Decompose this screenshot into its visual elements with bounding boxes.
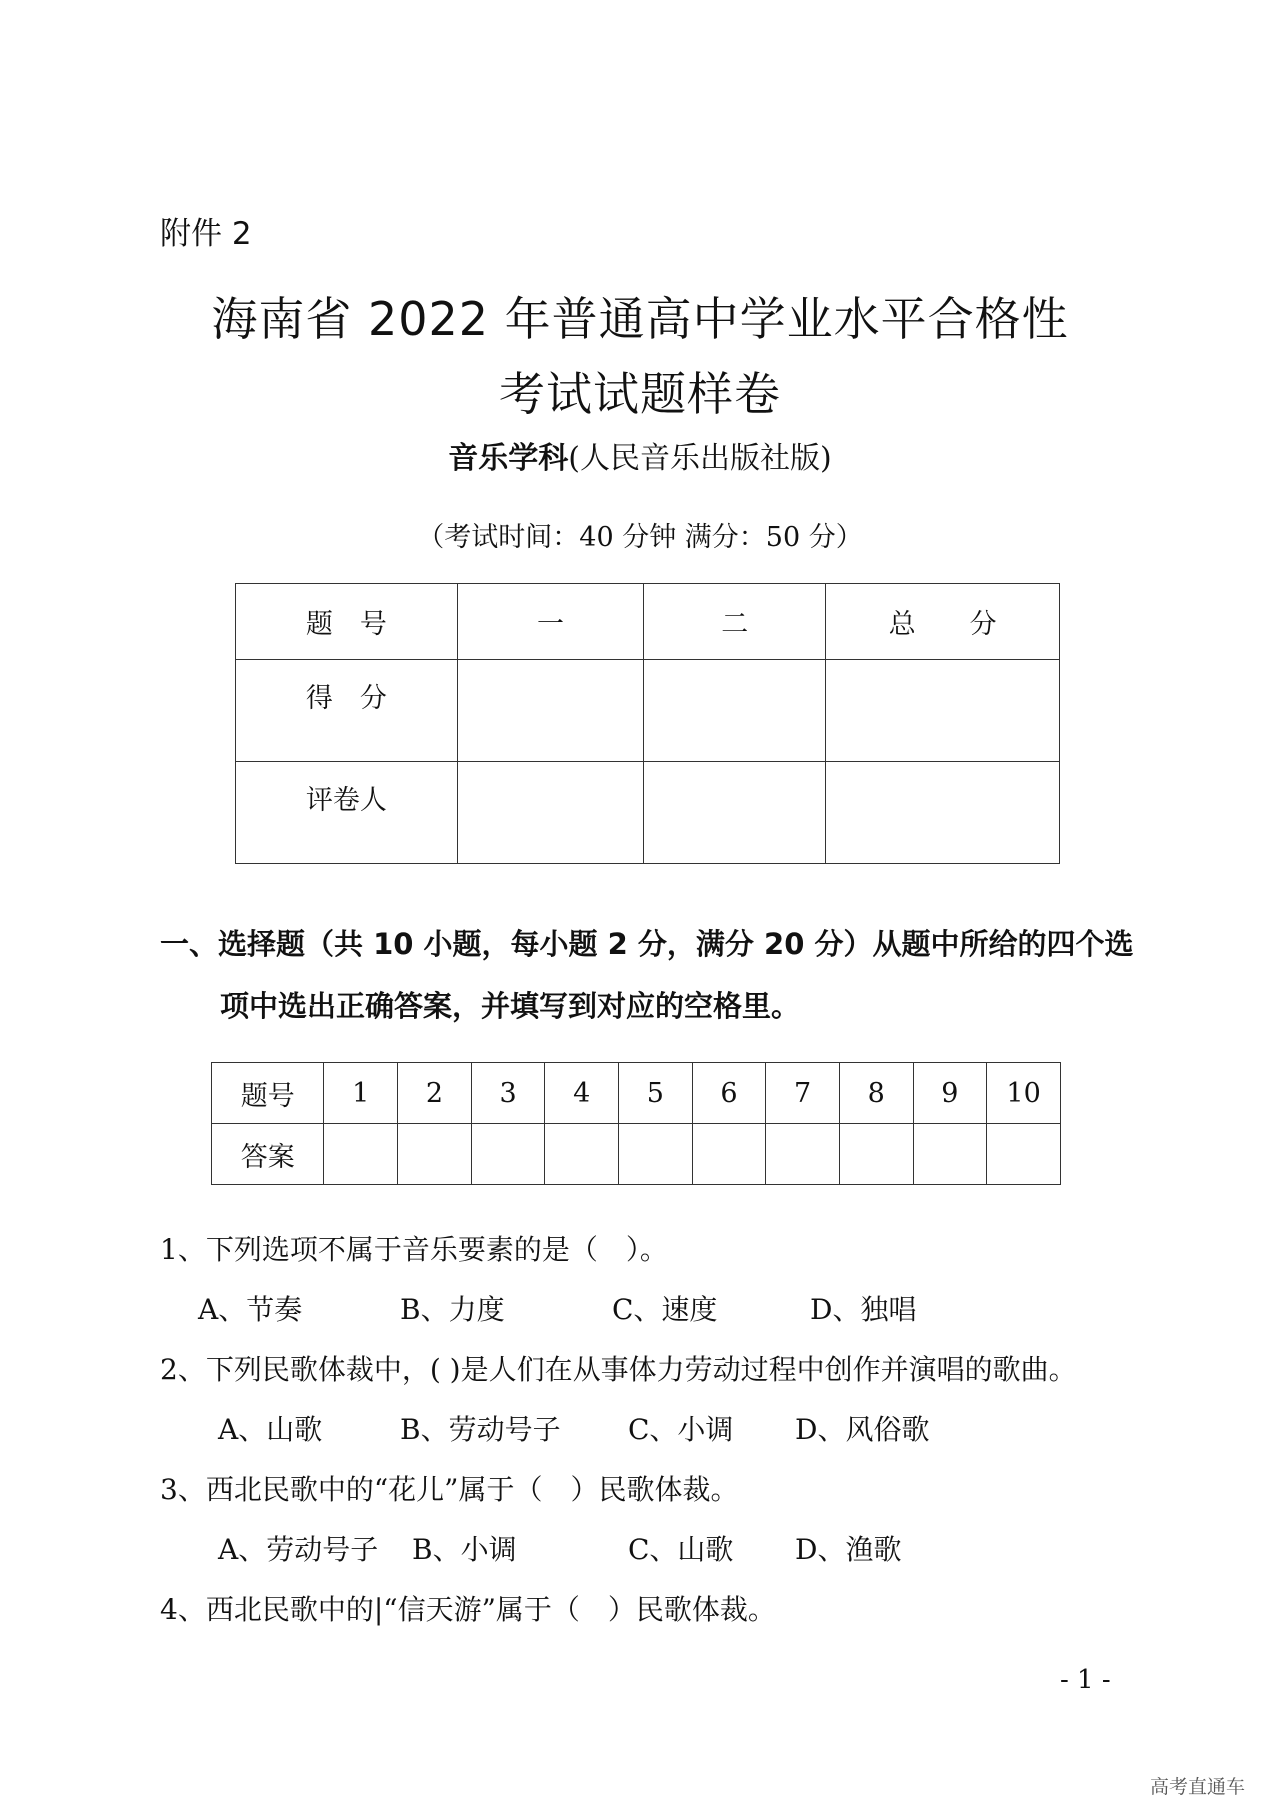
q3-option-d: D、渔歌 — [795, 1533, 902, 1566]
q3-option-a: A、劳动号子 — [218, 1533, 379, 1566]
score-table-row-grader — [236, 762, 1060, 864]
page-number: - 1 - — [1060, 1665, 1111, 1695]
score-row-label: 得 分 — [236, 660, 458, 762]
score-header-cell: 二 — [644, 584, 826, 660]
score-table-header-row — [236, 584, 1060, 660]
q2-option-c: C、小调 — [628, 1413, 734, 1446]
question-2: 2、下列民歌体裁中，( )是人们在从事体力劳动过程中创作并演唱的歌曲。 — [160, 1353, 1077, 1386]
question-4: 4、西北民歌中的|“信天游”属于（ ）民歌体裁。 — [160, 1593, 776, 1626]
subject-name: 音乐学科 — [448, 441, 569, 476]
answer-row-label: 答案 — [212, 1124, 324, 1185]
answer-table-number-row — [212, 1063, 1061, 1124]
grader-cell[interactable] — [644, 762, 826, 864]
q1-option-d: D、独唱 — [810, 1293, 917, 1326]
q2-option-d: D、风俗歌 — [795, 1413, 930, 1446]
answer-cell[interactable] — [766, 1124, 840, 1185]
grader-cell[interactable] — [826, 762, 1060, 864]
section1-heading-line1: 一、选择题（共 10 小题，每小题 2 分，满分 20 分）从题中所给的四个选 — [160, 927, 1134, 961]
q2-option-b: B、劳动号子 — [400, 1413, 561, 1446]
grader-cell[interactable] — [457, 762, 644, 864]
page-title-line1: 海南省 2022 年普通高中学业水平合格性 — [211, 292, 1069, 346]
question-number-cell: 10 — [987, 1063, 1061, 1124]
score-table — [235, 583, 1060, 864]
question-number-cell: 6 — [692, 1063, 766, 1124]
exam-info: （考试时间：40 分钟 满分：50 分） — [417, 522, 863, 553]
answer-row-label: 题号 — [212, 1063, 324, 1124]
q1-option-a: A、节奏 — [198, 1293, 303, 1326]
answer-cell[interactable] — [545, 1124, 619, 1185]
answer-cell[interactable] — [913, 1124, 987, 1185]
answer-table-answer-row — [212, 1124, 1061, 1185]
score-header-cell: 一 — [457, 584, 644, 660]
q3-option-b: B、小调 — [412, 1533, 517, 1566]
q1-option-b: B、力度 — [400, 1293, 505, 1326]
answer-cell[interactable] — [398, 1124, 472, 1185]
answer-cell[interactable] — [987, 1124, 1061, 1185]
attachment-label: 附件 2 — [160, 216, 252, 252]
answer-cell[interactable] — [324, 1124, 398, 1185]
question-number-cell: 5 — [619, 1063, 693, 1124]
q1-option-c: C、速度 — [612, 1293, 718, 1326]
score-header-cell: 题 号 — [236, 584, 458, 660]
question-number-cell: 4 — [545, 1063, 619, 1124]
score-row-label: 评卷人 — [236, 762, 458, 864]
question-number-cell: 2 — [398, 1063, 472, 1124]
question-3: 3、西北民歌中的“花儿”属于（ ）民歌体裁。 — [160, 1473, 739, 1506]
q2-option-a: A、山歌 — [218, 1413, 323, 1446]
question-number-cell: 7 — [766, 1063, 840, 1124]
score-cell[interactable] — [826, 660, 1060, 762]
watermark: 高考直通车 — [1150, 1776, 1246, 1798]
question-1: 1、下列选项不属于音乐要素的是（ ）。 — [160, 1233, 668, 1266]
question-number-cell: 1 — [324, 1063, 398, 1124]
score-cell[interactable] — [457, 660, 644, 762]
subject-line — [0, 433, 1280, 477]
score-cell[interactable] — [644, 660, 826, 762]
question-number-cell: 8 — [839, 1063, 913, 1124]
score-header-cell: 总 分 — [826, 584, 1060, 660]
question-number-cell: 3 — [471, 1063, 545, 1124]
answer-cell[interactable] — [471, 1124, 545, 1185]
q3-option-c: C、山歌 — [628, 1533, 734, 1566]
subject-edition: (人民音乐出版社版) — [568, 441, 832, 476]
section1-heading-line2: 项中选出正确答案，并填写到对应的空格里。 — [220, 989, 801, 1023]
answer-cell[interactable] — [839, 1124, 913, 1185]
score-table-row-score — [236, 660, 1060, 762]
page-title-line2: 考试试题样卷 — [499, 367, 781, 421]
answer-table — [211, 1062, 1061, 1185]
answer-cell[interactable] — [692, 1124, 766, 1185]
question-number-cell: 9 — [913, 1063, 987, 1124]
answer-cell[interactable] — [619, 1124, 693, 1185]
